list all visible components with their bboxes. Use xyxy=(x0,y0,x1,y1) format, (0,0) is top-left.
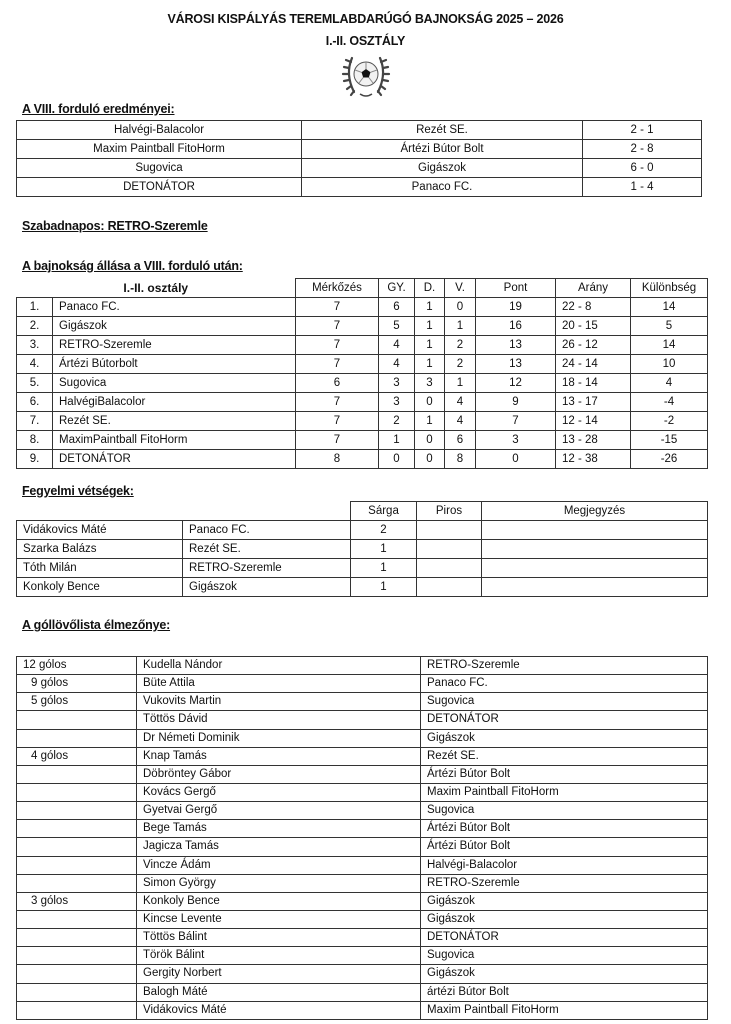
goal-difference: 14 xyxy=(631,298,708,317)
won: 5 xyxy=(379,317,415,336)
goal-ratio: 24 - 14 xyxy=(556,355,631,374)
lost: 0 xyxy=(445,298,476,317)
home-team: DETONÁTOR xyxy=(17,178,302,197)
team-name: Maxim Paintball FitoHorm xyxy=(421,783,708,801)
player-name: Konkoly Bence xyxy=(137,892,421,910)
team-name: Rezét SE. xyxy=(183,540,351,559)
player-name: Töttös Dávid xyxy=(137,711,421,729)
match-score: 6 - 0 xyxy=(583,159,702,178)
team-name: Halvégi-Balacolor xyxy=(421,856,708,874)
team-name: DETONÁTOR xyxy=(421,711,708,729)
goal-count xyxy=(17,1001,137,1019)
goal-count xyxy=(17,929,137,947)
standings-header-won: GY. xyxy=(379,279,415,298)
played: 7 xyxy=(296,317,379,336)
goal-difference: 5 xyxy=(631,317,708,336)
team-name: Rezét SE. xyxy=(53,412,296,431)
team-name: Panaco FC. xyxy=(53,298,296,317)
won: 6 xyxy=(379,298,415,317)
team-name: Ártézi Bútor Bolt xyxy=(421,765,708,783)
home-team: Maxim Paintball FitoHorm xyxy=(17,140,302,159)
rank: 9. xyxy=(17,450,53,469)
points: 0 xyxy=(476,450,556,469)
player-name: Tóth Milán xyxy=(17,559,183,578)
lost: 4 xyxy=(445,412,476,431)
points: 7 xyxy=(476,412,556,431)
team-name: DETONÁTOR xyxy=(421,929,708,947)
discipline-heading: Fegyelmi vétségek: xyxy=(22,484,134,498)
played: 7 xyxy=(296,298,379,317)
goal-count xyxy=(17,729,137,747)
goal-difference: 10 xyxy=(631,355,708,374)
lost: 2 xyxy=(445,355,476,374)
scorer-row xyxy=(17,747,708,765)
points: 13 xyxy=(476,355,556,374)
rank: 8. xyxy=(17,431,53,450)
goal-count xyxy=(17,947,137,965)
scorer-row xyxy=(17,729,708,747)
goal-count: 5 gólos xyxy=(17,693,137,711)
discipline-row xyxy=(17,540,708,559)
team-name: RETRO-Szeremle xyxy=(421,874,708,892)
won: 4 xyxy=(379,355,415,374)
won: 0 xyxy=(379,450,415,469)
rank: 4. xyxy=(17,355,53,374)
scorer-row xyxy=(17,783,708,801)
goal-count xyxy=(17,802,137,820)
drawn: 3 xyxy=(415,374,445,393)
team-name: Sugovica xyxy=(421,802,708,820)
goal-count xyxy=(17,910,137,928)
discipline-table xyxy=(16,501,708,597)
player-name: Döbröntey Gábor xyxy=(137,765,421,783)
player-name: Vidákovics Máté xyxy=(137,1001,421,1019)
player-name: Bege Tamás xyxy=(137,820,421,838)
goal-count xyxy=(17,874,137,892)
scorer-row xyxy=(17,675,708,693)
player-name: Knap Tamás xyxy=(137,747,421,765)
goal-ratio: 12 - 14 xyxy=(556,412,631,431)
goal-count: 12 gólos xyxy=(17,657,137,675)
goal-difference: -15 xyxy=(631,431,708,450)
discipline-row xyxy=(17,578,708,597)
played: 7 xyxy=(296,336,379,355)
scorer-row xyxy=(17,657,708,675)
played: 7 xyxy=(296,393,379,412)
points: 19 xyxy=(476,298,556,317)
standings-header-points: Pont xyxy=(476,279,556,298)
points: 9 xyxy=(476,393,556,412)
player-name: Jagicza Tamás xyxy=(137,838,421,856)
scorer-row xyxy=(17,947,708,965)
home-team: Halvégi-Balacolor xyxy=(17,121,302,140)
goal-count xyxy=(17,983,137,1001)
player-name: Vincze Ádám xyxy=(137,856,421,874)
player-name: Kincse Levente xyxy=(137,910,421,928)
drawn: 0 xyxy=(415,393,445,412)
discipline-row xyxy=(17,521,708,540)
standings-row xyxy=(17,374,708,393)
won: 4 xyxy=(379,336,415,355)
note xyxy=(482,521,708,540)
goal-difference: 14 xyxy=(631,336,708,355)
result-row xyxy=(17,121,702,140)
lost: 1 xyxy=(445,374,476,393)
standings-row xyxy=(17,431,708,450)
rank: 5. xyxy=(17,374,53,393)
points: 13 xyxy=(476,336,556,355)
away-team: Panaco FC. xyxy=(302,178,583,197)
team-name: Rezét SE. xyxy=(421,747,708,765)
drawn: 1 xyxy=(415,317,445,336)
played: 7 xyxy=(296,355,379,374)
scorer-row xyxy=(17,765,708,783)
team-name: Gigászok xyxy=(421,729,708,747)
goal-count: 3 gólos xyxy=(17,892,137,910)
away-team: Ártézi Bútor Bolt xyxy=(302,140,583,159)
goal-count xyxy=(17,820,137,838)
away-team: Gigászok xyxy=(302,159,583,178)
player-name: Kudella Nándor xyxy=(137,657,421,675)
team-name: RETRO-Szeremle xyxy=(421,657,708,675)
player-name: Vidákovics Máté xyxy=(17,521,183,540)
result-row xyxy=(17,159,702,178)
standings-header-class: I.-II. osztály xyxy=(17,279,296,298)
scorer-row xyxy=(17,910,708,928)
won: 1 xyxy=(379,431,415,450)
match-score: 2 - 8 xyxy=(583,140,702,159)
goal-ratio: 13 - 28 xyxy=(556,431,631,450)
lost: 6 xyxy=(445,431,476,450)
lost: 1 xyxy=(445,317,476,336)
result-row xyxy=(17,178,702,197)
document-subtitle: I.-II. OSZTÁLY xyxy=(325,34,406,48)
drawn: 0 xyxy=(415,450,445,469)
standings-row xyxy=(17,336,708,355)
goal-count xyxy=(17,838,137,856)
player-name: Balogh Máté xyxy=(137,983,421,1001)
goal-count xyxy=(17,783,137,801)
goal-difference: -2 xyxy=(631,412,708,431)
yellow-cards: 1 xyxy=(351,578,417,597)
red-cards xyxy=(417,521,482,540)
team-name: Panaco FC. xyxy=(183,521,351,540)
red-cards xyxy=(417,540,482,559)
team-name: RETRO-Szeremle xyxy=(53,336,296,355)
standings-header-drawn: D. xyxy=(415,279,445,298)
goal-ratio: 18 - 14 xyxy=(556,374,631,393)
discipline-row xyxy=(17,559,708,578)
yellow-cards: 1 xyxy=(351,559,417,578)
red-cards xyxy=(417,559,482,578)
away-team: Rezét SE. xyxy=(302,121,583,140)
team-name: MaximPaintball FitoHorm xyxy=(53,431,296,450)
goal-ratio: 26 - 12 xyxy=(556,336,631,355)
goal-ratio: 22 - 8 xyxy=(556,298,631,317)
bye-team: Szabadnapos: RETRO-Szeremle xyxy=(22,219,208,233)
team-name: HalvégiBalacolor xyxy=(53,393,296,412)
goal-ratio: 13 - 17 xyxy=(556,393,631,412)
goal-ratio: 20 - 15 xyxy=(556,317,631,336)
team-name: RETRO-Szeremle xyxy=(183,559,351,578)
yellow-cards: 1 xyxy=(351,540,417,559)
standings-header-played: Mérkőzés xyxy=(296,279,379,298)
team-name: Sugovica xyxy=(53,374,296,393)
team-name: Sugovica xyxy=(421,947,708,965)
team-name: Sugovica xyxy=(421,693,708,711)
player-name: Konkoly Bence xyxy=(17,578,183,597)
document-title: VÁROSI KISPÁLYÁS TEREMLABDARÚGÓ BAJNOKSÁG 2025 – 2026 xyxy=(167,12,564,26)
won: 3 xyxy=(379,393,415,412)
rank: 7. xyxy=(17,412,53,431)
won: 3 xyxy=(379,374,415,393)
team-name: Ártézi Bútorbolt xyxy=(53,355,296,374)
result-row xyxy=(17,140,702,159)
scorer-row xyxy=(17,1001,708,1019)
soccer-ball-laurel-icon xyxy=(340,50,392,100)
player-name: Simon György xyxy=(137,874,421,892)
discipline-header-red: Piros xyxy=(417,502,482,521)
team-name: Gigászok xyxy=(183,578,351,597)
player-name: Gyetvai Gergő xyxy=(137,802,421,820)
goal-count xyxy=(17,711,137,729)
standings-heading: A bajnokság állása a VIII. forduló után: xyxy=(22,259,243,273)
scorer-row xyxy=(17,838,708,856)
goal-count xyxy=(17,965,137,983)
drawn: 1 xyxy=(415,336,445,355)
drawn: 1 xyxy=(415,298,445,317)
scorer-row xyxy=(17,856,708,874)
note xyxy=(482,559,708,578)
player-name: Szarka Balázs xyxy=(17,540,183,559)
discipline-header-note: Megjegyzés xyxy=(482,502,708,521)
scorer-row xyxy=(17,983,708,1001)
scorer-row xyxy=(17,965,708,983)
goal-difference: 4 xyxy=(631,374,708,393)
team-name: Gigászok xyxy=(421,965,708,983)
scorer-row xyxy=(17,711,708,729)
team-name: Gigászok xyxy=(421,910,708,928)
standings-header-lost: V. xyxy=(445,279,476,298)
scorer-row xyxy=(17,874,708,892)
points: 12 xyxy=(476,374,556,393)
standings-row xyxy=(17,298,708,317)
goal-ratio: 12 - 38 xyxy=(556,450,631,469)
discipline-header-yellow: Sárga xyxy=(351,502,417,521)
standings-header-ratio: Arány xyxy=(556,279,631,298)
rank: 1. xyxy=(17,298,53,317)
note xyxy=(482,578,708,597)
standings-header-diff: Különbség xyxy=(631,279,708,298)
drawn: 1 xyxy=(415,412,445,431)
standings-row xyxy=(17,412,708,431)
goal-difference: -4 xyxy=(631,393,708,412)
goal-count: 4 gólos xyxy=(17,747,137,765)
results-table xyxy=(16,120,702,197)
team-name: Panaco FC. xyxy=(421,675,708,693)
player-name: Török Bálint xyxy=(137,947,421,965)
points: 16 xyxy=(476,317,556,336)
goal-count xyxy=(17,856,137,874)
match-score: 2 - 1 xyxy=(583,121,702,140)
player-name: Gergity Norbert xyxy=(137,965,421,983)
team-name: Ártézi Bútor Bolt xyxy=(421,820,708,838)
scorer-row xyxy=(17,929,708,947)
points: 3 xyxy=(476,431,556,450)
red-cards xyxy=(417,578,482,597)
discipline-header-blank xyxy=(17,502,351,521)
scorers-table xyxy=(16,656,708,1020)
scorer-row xyxy=(17,892,708,910)
team-name: DETONÁTOR xyxy=(53,450,296,469)
rank: 3. xyxy=(17,336,53,355)
match-score: 1 - 4 xyxy=(583,178,702,197)
team-name: ártézi Bútor Bolt xyxy=(421,983,708,1001)
played: 8 xyxy=(296,450,379,469)
team-name: Gigászok xyxy=(421,892,708,910)
drawn: 1 xyxy=(415,355,445,374)
player-name: Kovács Gergő xyxy=(137,783,421,801)
standings-table xyxy=(16,278,708,469)
team-name: Ártézi Bútor Bolt xyxy=(421,838,708,856)
rank: 2. xyxy=(17,317,53,336)
player-name: Büte Attila xyxy=(137,675,421,693)
goal-difference: -26 xyxy=(631,450,708,469)
goal-count xyxy=(17,765,137,783)
scorer-row xyxy=(17,693,708,711)
yellow-cards: 2 xyxy=(351,521,417,540)
home-team: Sugovica xyxy=(17,159,302,178)
team-name: Maxim Paintball FitoHorm xyxy=(421,1001,708,1019)
standings-row xyxy=(17,317,708,336)
played: 7 xyxy=(296,412,379,431)
won: 2 xyxy=(379,412,415,431)
scorer-row xyxy=(17,802,708,820)
note xyxy=(482,540,708,559)
goal-count: 9 gólos xyxy=(17,675,137,693)
lost: 2 xyxy=(445,336,476,355)
player-name: Vukovits Martin xyxy=(137,693,421,711)
lost: 8 xyxy=(445,450,476,469)
scorer-row xyxy=(17,820,708,838)
played: 6 xyxy=(296,374,379,393)
drawn: 0 xyxy=(415,431,445,450)
scorers-heading: A góllövőlista élmezőnye: xyxy=(22,618,171,632)
standings-row xyxy=(17,393,708,412)
player-name: Töttös Bálint xyxy=(137,929,421,947)
team-name: Gigászok xyxy=(53,317,296,336)
played: 7 xyxy=(296,431,379,450)
lost: 4 xyxy=(445,393,476,412)
results-heading: A VIII. forduló eredményei: xyxy=(22,102,175,116)
rank: 6. xyxy=(17,393,53,412)
standings-row xyxy=(17,450,708,469)
player-name: Dr Németi Dominik xyxy=(137,729,421,747)
standings-row xyxy=(17,355,708,374)
